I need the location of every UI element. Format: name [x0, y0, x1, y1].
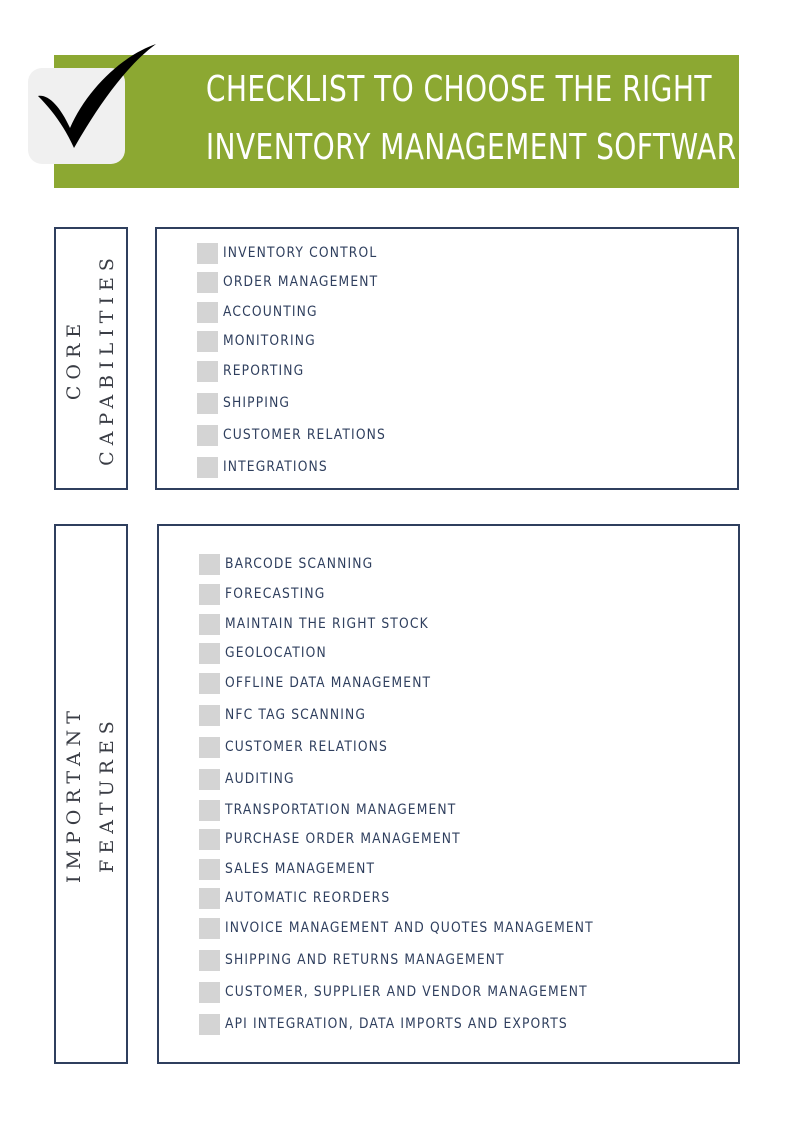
checklist-item-label: SALES MANAGEMENT: [225, 861, 376, 877]
checkbox[interactable]: [199, 1014, 220, 1035]
checklist-item[interactable]: [197, 392, 299, 414]
checklist-item-label: INVOICE MANAGEMENT AND QUOTES MANAGEMENT: [225, 920, 594, 936]
checkbox[interactable]: [199, 769, 220, 790]
checklist-item-label: CUSTOMER RELATIONS: [223, 427, 387, 443]
checkbox[interactable]: [197, 393, 218, 414]
checklist-item[interactable]: [199, 704, 385, 726]
checklist-item[interactable]: [199, 828, 493, 850]
section-label-line-1: CORE: [63, 317, 85, 400]
checklist-item-label: GEOLOCATION: [225, 645, 327, 661]
checklist-item[interactable]: [199, 736, 410, 758]
checkbox[interactable]: [199, 584, 220, 605]
title-line-1: CHECKLIST TO CHOOSE THE RIGHT: [205, 69, 712, 110]
checkbox[interactable]: [199, 950, 220, 971]
checkbox[interactable]: [199, 829, 220, 850]
section-label-line-2: FEATURES: [96, 715, 118, 873]
section-label: [58, 705, 124, 883]
checkbox[interactable]: [197, 361, 218, 382]
checklist-item[interactable]: [197, 424, 408, 446]
checklist-item[interactable]: [199, 553, 394, 575]
core-capabilities-label-box: [54, 227, 128, 490]
checklist-item[interactable]: [197, 301, 331, 323]
checklist-item[interactable]: [199, 981, 637, 1003]
checklist-item-label: CUSTOMER RELATIONS: [225, 739, 389, 755]
checklist-item[interactable]: [199, 583, 339, 605]
checklist-item-label: ORDER MANAGEMENT: [223, 274, 379, 290]
checklist-item-label: SHIPPING AND RETURNS MANAGEMENT: [225, 952, 505, 968]
checkbox[interactable]: [199, 614, 220, 635]
checklist-item-label: SHIPPING: [223, 395, 291, 411]
checklist-item[interactable]: [197, 456, 342, 478]
checklist-item[interactable]: [197, 242, 398, 264]
section-label-line-1: IMPORTANT: [63, 705, 85, 883]
checklist-item-label: OFFLINE DATA MANAGEMENT: [225, 675, 432, 691]
checklist-item-label: AUDITING: [225, 771, 295, 787]
checkbox[interactable]: [199, 888, 220, 909]
checkbox[interactable]: [197, 425, 218, 446]
section-label-line-2: CAPABILITIES: [96, 251, 118, 466]
checklist-item[interactable]: [199, 949, 543, 971]
checkbox[interactable]: [199, 554, 220, 575]
checklist-item[interactable]: [199, 799, 488, 821]
checklist-item-label: ACCOUNTING: [223, 304, 318, 320]
checklist-item[interactable]: [197, 360, 315, 382]
checklist-item[interactable]: [197, 271, 399, 293]
checklist-item-label: INTEGRATIONS: [223, 459, 328, 475]
checklist-item-label: MAINTAIN THE RIGHT STOCK: [225, 616, 429, 632]
checklist-item[interactable]: [199, 887, 413, 909]
core-capabilities-list: [155, 227, 739, 490]
title-line-2: INVENTORY MANAGEMENT SOFTWARE: [205, 127, 755, 168]
checklist-item[interactable]: [199, 1013, 615, 1035]
checklist-item-label: PURCHASE ORDER MANAGEMENT: [225, 831, 461, 847]
checklist-item-label: CUSTOMER, SUPPLIER AND VENDOR MANAGEMENT: [225, 984, 588, 1000]
checklist-item-label: NFC TAG SCANNING: [225, 707, 367, 723]
checkbox[interactable]: [199, 737, 220, 758]
checklist-item[interactable]: [199, 613, 457, 635]
checklist-item[interactable]: [199, 917, 644, 939]
checkbox[interactable]: [197, 272, 218, 293]
checkbox[interactable]: [199, 800, 220, 821]
checklist-item-label: API INTEGRATION, DATA IMPORTS AND EXPORTS: [225, 1016, 568, 1032]
checkbox[interactable]: [199, 982, 220, 1003]
checklist-item-label: TRANSPORTATION MANAGEMENT: [225, 802, 457, 818]
checklist-item[interactable]: [197, 330, 328, 352]
checkbox[interactable]: [197, 331, 218, 352]
checkbox[interactable]: [197, 457, 218, 478]
section-label: [58, 252, 124, 466]
checkmark-icon: [26, 36, 166, 156]
checkbox[interactable]: [199, 705, 220, 726]
checklist-item[interactable]: [199, 858, 396, 880]
checklist-item[interactable]: [199, 672, 459, 694]
checkbox[interactable]: [197, 302, 218, 323]
checkbox[interactable]: [199, 918, 220, 939]
important-features-list: [157, 524, 740, 1064]
checkbox[interactable]: [199, 673, 220, 694]
checklist-item-label: BARCODE SCANNING: [225, 556, 374, 572]
important-features-label-box: [54, 524, 128, 1064]
checkbox[interactable]: [199, 859, 220, 880]
checklist-item-label: INVENTORY CONTROL: [223, 245, 378, 261]
checklist-item-label: AUTOMATIC REORDERS: [225, 890, 391, 906]
checklist-item[interactable]: [199, 768, 304, 790]
checkbox[interactable]: [197, 243, 218, 264]
checklist-item-label: REPORTING: [223, 363, 305, 379]
checklist-item-label: MONITORING: [223, 333, 316, 349]
checkbox[interactable]: [199, 643, 220, 664]
checklist-item[interactable]: [199, 642, 341, 664]
checklist-item-label: FORECASTING: [225, 586, 326, 602]
